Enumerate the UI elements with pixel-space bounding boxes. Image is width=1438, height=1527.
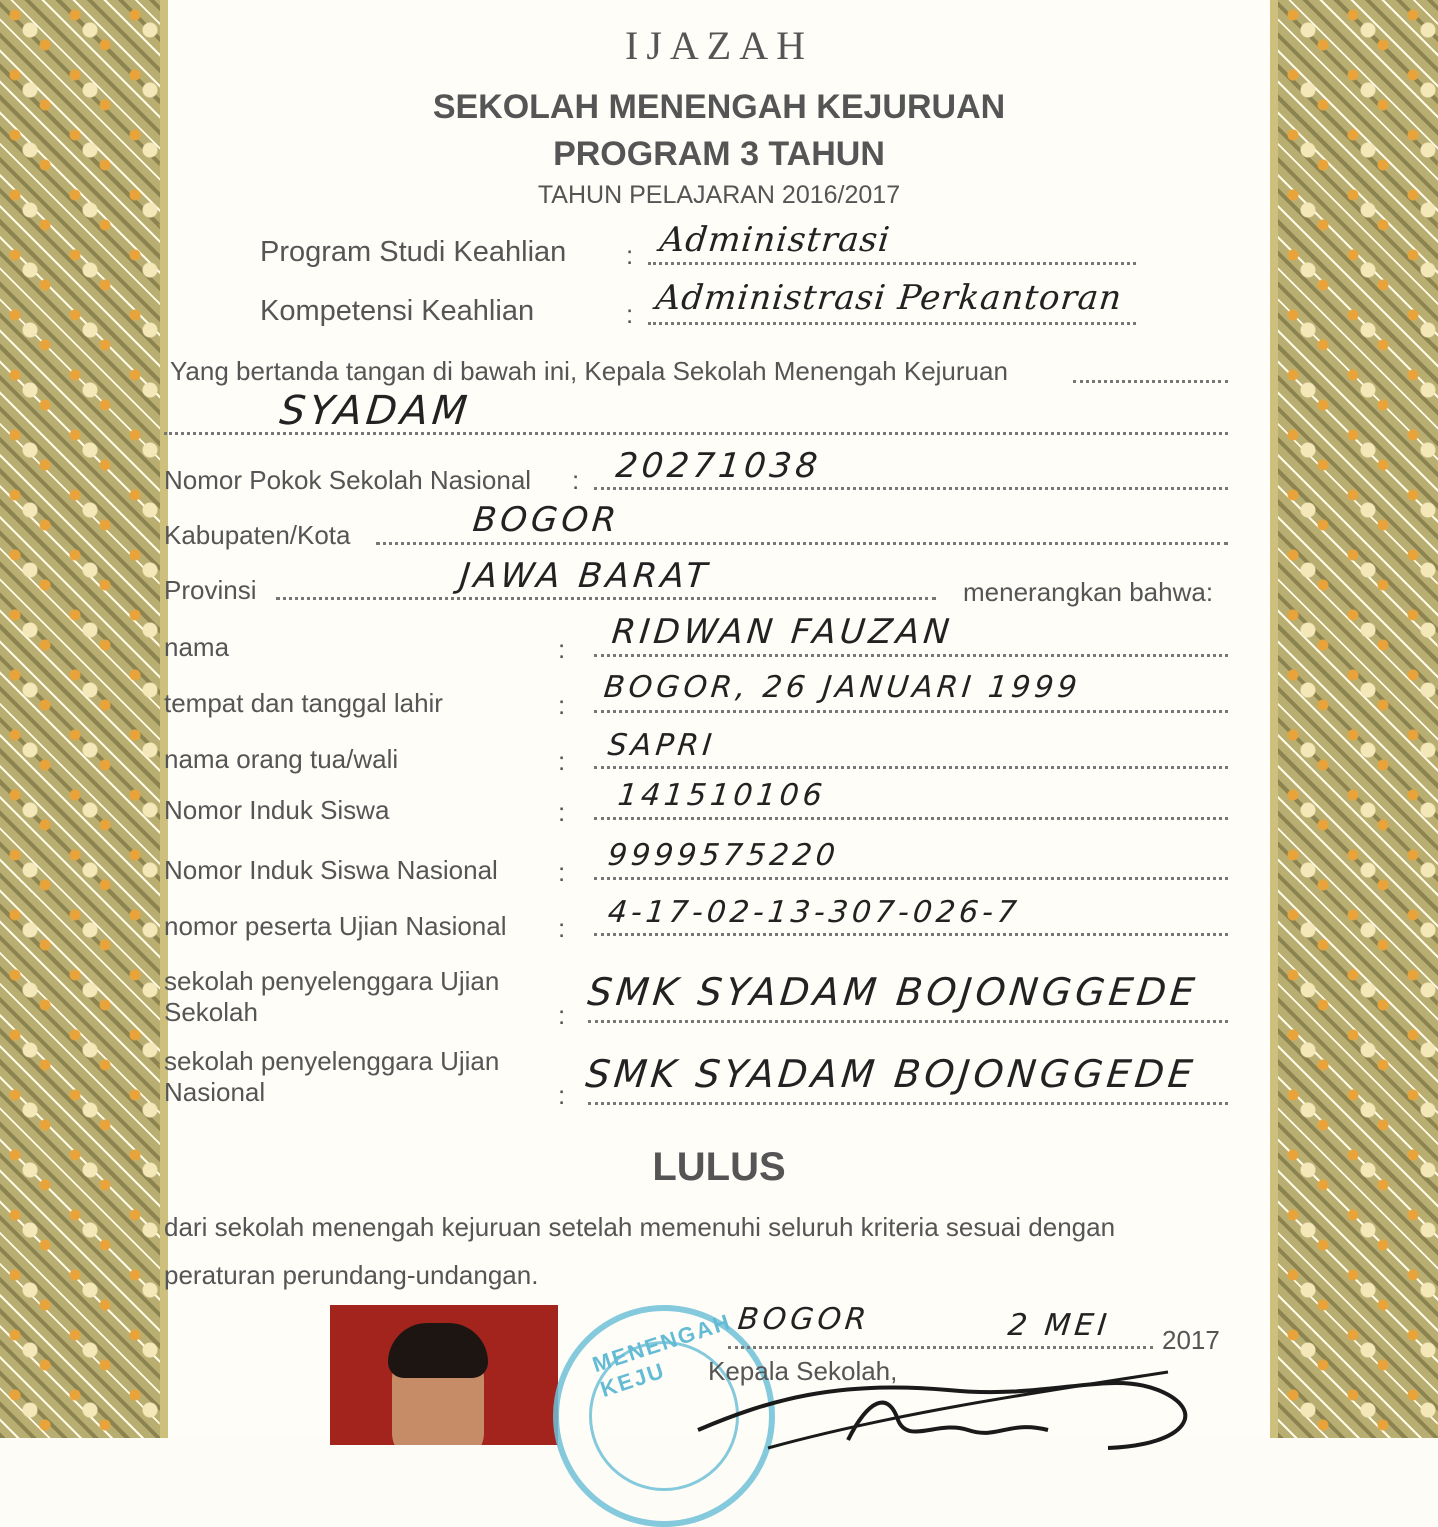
- nama-label: nama: [164, 632, 230, 662]
- ujian-nasional-value: SMK SYADAM BOJONGGEDE: [583, 1052, 1199, 1096]
- stamp-text: MENENGAH KEJU: [589, 1308, 735, 1402]
- dotted-line: [588, 1020, 1228, 1023]
- dotted-line: [1073, 380, 1228, 383]
- dotted-line: [728, 1346, 1153, 1349]
- program-heading: PROGRAM 3 TAHUN: [553, 135, 885, 173]
- school-year: TAHUN PELAJARAN 2016/2017: [537, 181, 901, 209]
- colon: :: [626, 240, 634, 270]
- colon: :: [558, 1080, 566, 1110]
- nisn-value: 9999575220: [606, 838, 841, 873]
- program-studi-value: Administrasi: [657, 220, 893, 260]
- school-type-heading: SEKOLAH MENENGAH KEJURUAN: [432, 88, 1006, 126]
- principal-signature: [688, 1360, 1248, 1450]
- colon: :: [558, 690, 566, 720]
- photo-hair: [388, 1323, 488, 1378]
- kompetensi-value: Administrasi Perkantoran: [653, 278, 1125, 318]
- dotted-line: [276, 597, 936, 600]
- dotted-line: [594, 487, 1228, 490]
- ornamental-border-left: [0, 0, 168, 1438]
- dotted-line: [594, 654, 1228, 657]
- signature-city: BOGOR: [736, 1302, 872, 1337]
- signature-role: Kepala Sekolah,: [708, 1356, 898, 1386]
- ujian-sekolah-label-line1: sekolah penyelenggara Ujian: [164, 966, 500, 996]
- peserta-label: nomor peserta Ujian Nasional: [164, 911, 507, 941]
- dotted-line: [648, 262, 1136, 265]
- certificate-title: IJAZAH: [625, 23, 813, 68]
- statement-line-2: peraturan perundang-undangan.: [164, 1260, 539, 1290]
- dotted-line: [594, 877, 1228, 880]
- colon: :: [558, 913, 566, 943]
- ujian-nasional-label-line2: Nasional: [164, 1077, 266, 1107]
- peserta-value: 4-17-02-13-307-026-7: [606, 895, 1023, 930]
- ortu-label: nama orang tua/wali: [164, 744, 399, 774]
- nisn-label: Nomor Induk Siswa Nasional: [164, 855, 498, 885]
- npsn-value: 20271038: [613, 446, 824, 486]
- signature-year: 2017: [1162, 1325, 1220, 1355]
- dotted-line: [588, 1102, 1228, 1105]
- colon: :: [558, 634, 566, 664]
- program-studi-label: Program Studi Keahlian: [260, 236, 567, 268]
- colon: :: [572, 465, 580, 495]
- kabupaten-value: BOGOR: [470, 500, 622, 540]
- graduation-status: LULUS: [652, 1145, 786, 1189]
- provinsi-label: Provinsi: [164, 575, 257, 605]
- certificate-page: [164, 0, 1270, 1438]
- kompetensi-label: Kompetensi Keahlian: [260, 295, 535, 327]
- colon: :: [626, 299, 634, 329]
- colon: :: [558, 1000, 566, 1030]
- nis-value: 141510106: [616, 778, 828, 813]
- nama-value: RIDWAN FAUZAN: [609, 612, 956, 652]
- ujian-sekolah-label-line2: Sekolah: [164, 997, 258, 1027]
- school-name-value: SYADAM: [277, 388, 474, 434]
- colon: :: [558, 746, 566, 776]
- kabupaten-label: Kabupaten/Kota: [164, 520, 351, 550]
- student-photo: [330, 1305, 558, 1445]
- dotted-line: [594, 710, 1228, 713]
- npsn-label: Nomor Pokok Sekolah Nasional: [164, 465, 532, 495]
- provinsi-value: JAWA BARAT: [457, 556, 713, 596]
- statement-line-1: dari sekolah menengah kejuruan setelah memenuhi seluruh kriteria sesuai dengan: [164, 1212, 1116, 1242]
- colon: :: [558, 857, 566, 887]
- ujian-sekolah-value: SMK SYADAM BOJONGGEDE: [585, 970, 1201, 1014]
- dotted-line: [594, 766, 1228, 769]
- signer-intro: Yang bertanda tangan di bawah ini, Kepala Sekolah Menengah Kejuruan: [170, 356, 1008, 386]
- ujian-nasional-label-line1: sekolah penyelenggara Ujian: [164, 1046, 500, 1076]
- colon: :: [558, 797, 566, 827]
- dotted-line: [594, 817, 1228, 820]
- signature-date: 2 MEI: [1006, 1308, 1113, 1343]
- ortu-value: SAPRI: [606, 728, 718, 763]
- nis-label: Nomor Induk Siswa: [164, 795, 390, 825]
- dotted-line: [648, 322, 1136, 325]
- ttl-label: tempat dan tanggal lahir: [164, 688, 443, 718]
- dotted-line: [376, 542, 1228, 545]
- ornamental-border-right: [1270, 0, 1438, 1438]
- menerangkan-text: menerangkan bahwa:: [963, 577, 1214, 607]
- dotted-line: [594, 933, 1228, 936]
- ttl-value: BOGOR, 26 JANUARI 1999: [602, 670, 1083, 705]
